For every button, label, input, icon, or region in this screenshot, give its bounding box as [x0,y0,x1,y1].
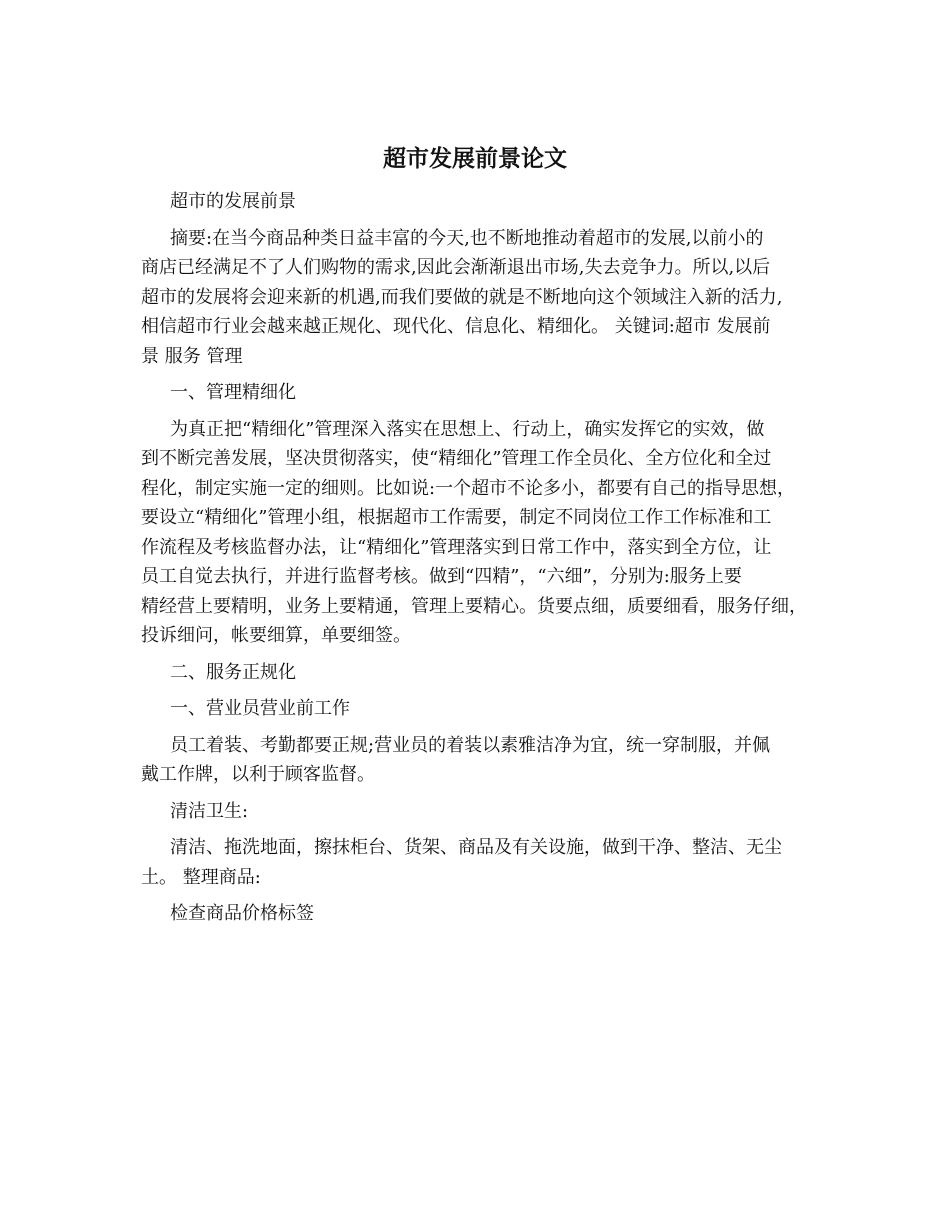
text-line: 清洁、拖洗地面，擦抹柜台、货架、商品及有关设施，做到干净、整洁、无尘 [170,837,782,858]
price-tags-paragraph [141,899,821,929]
text-line: 检查商品价格标签 [170,903,314,924]
text-line: 投诉细问，帐要细算，单要细签。 [141,625,411,646]
text-line: 商店已经满足不了人们购物的需求,因此会渐渐退出市场,失去竞争力。所以,以后 [141,257,771,278]
text-line: 景 服务 管理 [141,345,243,367]
text-line: 到不断完善发展，坚决贯彻落实，使“精细化”管理工作全员化、全方位化和全过 [141,448,772,469]
text-line: 一、营业员营业前工作 [170,698,350,719]
subtitle-paragraph [141,187,821,217]
text-line: 要设立“精细化”管理小组，根据超市工作需要，制定不同岗位工作工作标准和工 [141,507,772,528]
text-line: 土。 整理商品: [141,866,261,888]
text-line: 员工着装、考勤都要正规;营业员的着装以素雅洁净为宜，统一穿制服，并佩 [170,734,771,756]
document-title: 超市发展前景论文 [383,145,567,172]
cleaning-paragraph [141,833,821,892]
text-line: 摘要:在当今商品种类日益丰富的今天,也不断地推动着超市的发展,以前小的 [170,227,764,249]
section-heading [141,378,821,408]
abstract-paragraph [141,224,821,372]
cleaning-heading [141,797,821,827]
text-line: 作流程及考核监督办法，让“精细化”管理落实到日常工作中，落实到全方位，让 [141,536,772,558]
text-line: 二、服务正规化 [170,661,296,683]
text-line: 为真正把“精细化”管理深入落实在思想上、行动上，确实发挥它的实效，做 [170,418,765,440]
section-body-paragraph [141,415,821,651]
text-line: 精经营上要精明，业务上要精通，管理上要精心。货要点细，质要细看，服务仔细， [141,595,807,617]
dress-code-paragraph [141,731,821,790]
text-line: 超市的发展将会迎来新的机遇,而我们要做的就是不断地向这个领域注入新的活力, [141,286,783,308]
text-line: 戴工作牌，以利于顾客监督。 [141,764,375,785]
document-body [141,187,821,929]
text-line: 相信超市行业会越来越正规化、现代化、信息化、精细化。 关键词:超市 发展前 [141,316,771,337]
text-line: 超市的发展前景 [170,191,296,212]
text-line: 员工自觉去执行，并进行监督考核。做到“四精”，“六细”，分别为:服务上要 [141,566,742,587]
section-heading [141,658,821,688]
subsection-heading [141,694,821,724]
text-line: 清洁卫生: [170,800,249,822]
text-line: 一、管理精细化 [170,382,296,403]
text-line: 程化，制定实施一定的细则。比如说:一个超市不论多小，都要有自己的指导思想， [141,477,796,499]
